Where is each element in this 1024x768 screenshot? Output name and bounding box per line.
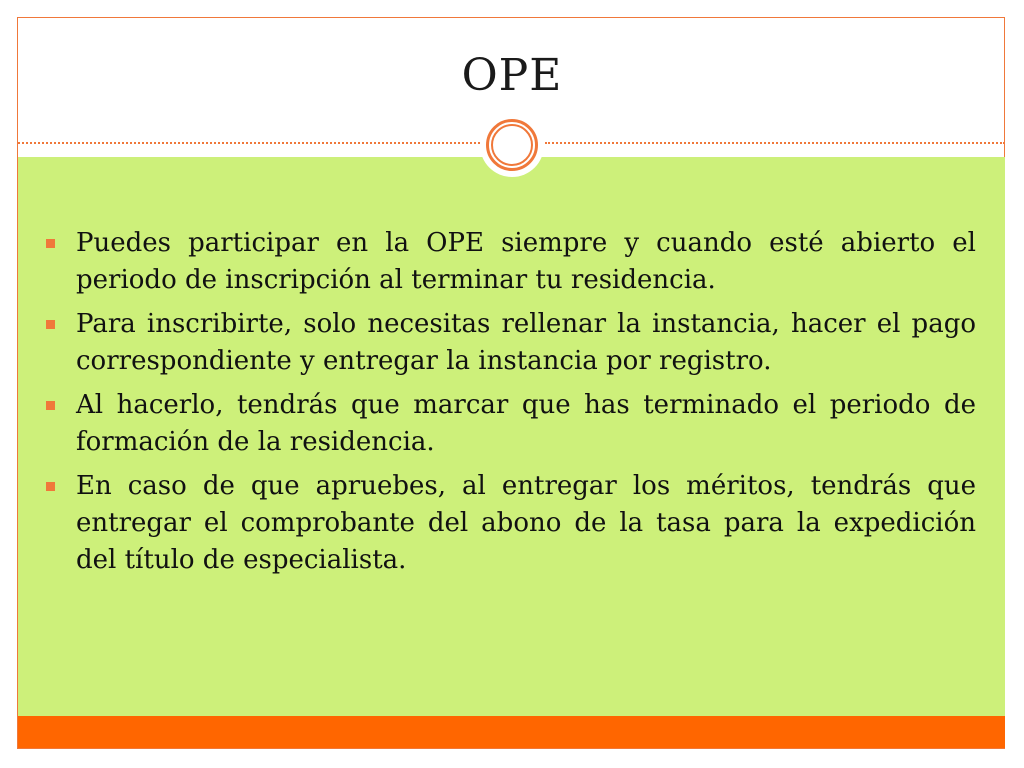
- title-divider-right: [545, 142, 1005, 144]
- bullet-text: Puedes participar en la OPE siempre y cuando esté abierto el periodo de inscripción al terminar tu residencia.: [76, 228, 976, 295]
- bullet-list: [46, 225, 976, 586]
- square-bullet-icon: [46, 482, 55, 491]
- slide-title: OPE: [461, 50, 563, 101]
- bullet-text: Para inscribirte, solo necesitas rellenar la instancia, hacer el pago correspondiente y entregar la instancia por registro.: [76, 309, 976, 376]
- circle-ornament-icon: [480, 113, 544, 177]
- title-divider-left: [18, 142, 480, 144]
- bullet-item: [46, 468, 976, 579]
- ornament-inner-ring: [491, 124, 533, 166]
- bullet-text: Al hacerlo, tendrás que marcar que has terminado el periodo de formación de la residencia.: [76, 390, 976, 457]
- footer-bar: [18, 716, 1005, 748]
- bullet-text: En caso de que apruebes, al entregar los méritos, tendrás que entregar el comprobante del abono de la tasa para la expedición del título de especialista.: [76, 471, 976, 575]
- bullet-item: [46, 225, 976, 299]
- bullet-item: [46, 306, 976, 380]
- square-bullet-icon: [46, 320, 55, 329]
- square-bullet-icon: [46, 239, 55, 248]
- bullet-item: [46, 387, 976, 461]
- square-bullet-icon: [46, 401, 55, 410]
